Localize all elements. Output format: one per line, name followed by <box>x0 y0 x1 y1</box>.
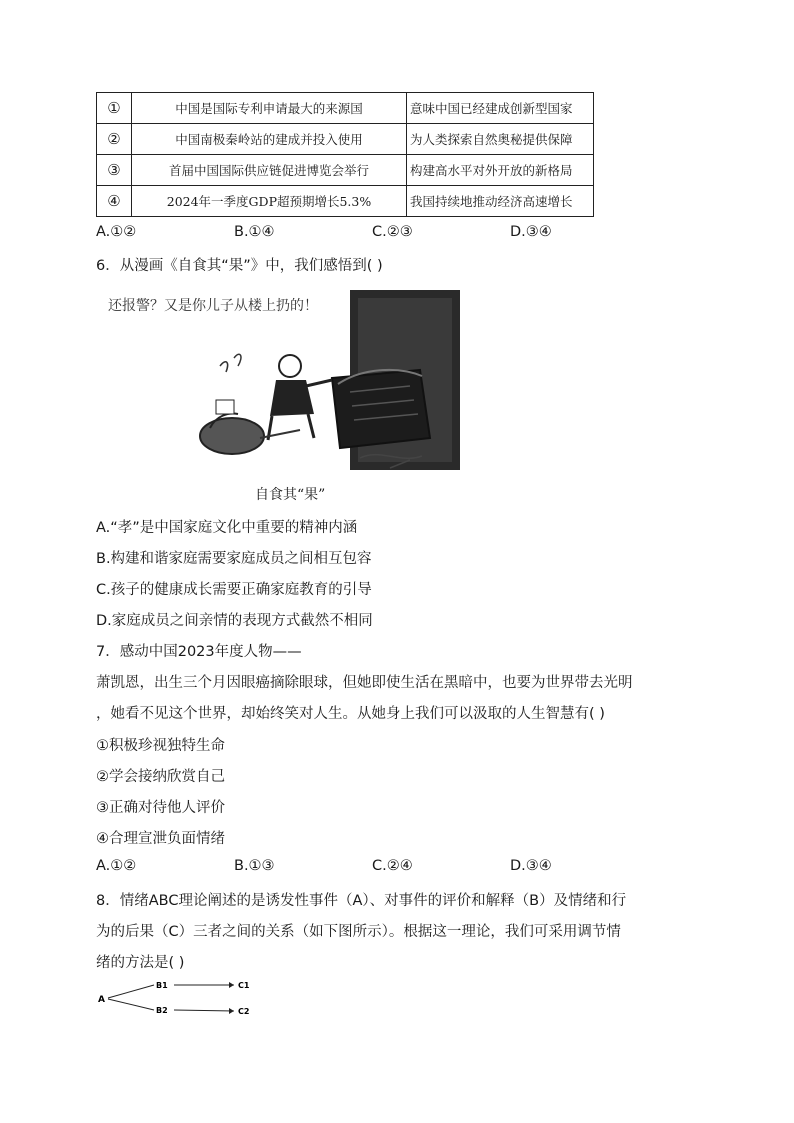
q8-line3: 绪的方法是( ) <box>96 955 185 971</box>
node-c1: C1 <box>238 981 250 990</box>
q5-option-c[interactable]: C.②③ <box>372 224 413 240</box>
row-event: 中国南极秦岭站的建成并投入使用 <box>132 124 407 155</box>
cartoon-drawing <box>100 288 462 478</box>
q6-option-b[interactable]: B.构建和谐家庭需要家庭成员之间相互包容 <box>96 551 372 567</box>
table-row <box>97 124 594 155</box>
q8-line1: 8．情绪ABC理论阐述的是诱发性事件（A）、对事件的评价和解释（B）及情绪和行 <box>96 893 627 909</box>
q7-choices <box>96 858 596 880</box>
q5-option-b[interactable]: B.①④ <box>234 224 275 240</box>
cartoon-caption: 自食其“果” <box>255 487 326 503</box>
cartoon-image <box>100 288 462 478</box>
row-event: 首届中国国际供应链促进博览会举行 <box>132 155 407 186</box>
node-b1: B1 <box>156 981 168 990</box>
q5-choices <box>96 224 596 246</box>
q8-line2: 为的后果（C）三者之间的关系（如下图所示）。根据这一理论，我们可采用调节情 <box>96 924 621 940</box>
q7-option-c[interactable]: C.②④ <box>372 858 413 874</box>
node-c2: C2 <box>238 1007 250 1016</box>
q7-statement-1: ①积极珍视独特生命 <box>96 738 225 754</box>
q7-option-b[interactable]: B.①③ <box>234 858 275 874</box>
row-number: ④ <box>97 186 132 217</box>
row-number: ① <box>97 93 132 124</box>
abc-diagram-svg <box>96 972 266 1024</box>
table-row <box>97 93 594 124</box>
q7-option-d[interactable]: D.③④ <box>510 858 552 874</box>
q7-statement-3: ③正确对待他人评价 <box>96 800 225 816</box>
node-a: A <box>98 995 105 1005</box>
row-meaning: 我国持续地推动经济高速增长 <box>407 186 594 217</box>
q6-stem: 6．从漫画《自食其“果”》中，我们感悟到( ) <box>96 258 383 274</box>
q6-option-d[interactable]: D.家庭成员之间亲情的表现方式截然不相同 <box>96 613 373 629</box>
table-row <box>97 155 594 186</box>
row-meaning: 构建高水平对外开放的新格局 <box>407 155 594 186</box>
q5-option-a[interactable]: A.①② <box>96 224 137 240</box>
options-table <box>96 92 594 217</box>
q7-line2: ，她看不见这个世界，却始终笑对人生。从她身上我们可以汲取的人生智慧有( ) <box>96 706 605 722</box>
q6-option-a[interactable]: A.“孝”是中国家庭文化中重要的精神内涵 <box>96 520 358 536</box>
abc-diagram <box>96 972 266 1024</box>
q6-option-c[interactable]: C.孩子的健康成长需要正确家庭教育的引导 <box>96 582 372 598</box>
row-number: ② <box>97 124 132 155</box>
cartoon-speech: 还报警？又是你儿子从楼上扔的！ <box>108 298 318 314</box>
row-number: ③ <box>97 155 132 186</box>
row-event: 2024年一季度GDP超预期增长5.3% <box>132 186 407 217</box>
q7-statement-4: ④合理宣泄负面情绪 <box>96 831 225 847</box>
row-meaning: 意味中国已经建成创新型国家 <box>407 93 594 124</box>
row-event: 中国是国际专利申请最大的来源国 <box>132 93 407 124</box>
q7-line1: 萧凯恩，出生三个月因眼癌摘除眼球，但她即使生活在黑暗中，也要为世界带去光明 <box>96 675 633 691</box>
q5-option-d[interactable]: D.③④ <box>510 224 552 240</box>
q7-stem: 7．感动中国2023年度人物—— <box>96 644 302 660</box>
row-meaning: 为人类探索自然奥秘提供保障 <box>407 124 594 155</box>
node-b2: B2 <box>156 1006 168 1015</box>
q7-statement-2: ②学会接纳欣赏自己 <box>96 769 225 785</box>
q7-option-a[interactable]: A.①② <box>96 858 137 874</box>
table-row <box>97 186 594 217</box>
